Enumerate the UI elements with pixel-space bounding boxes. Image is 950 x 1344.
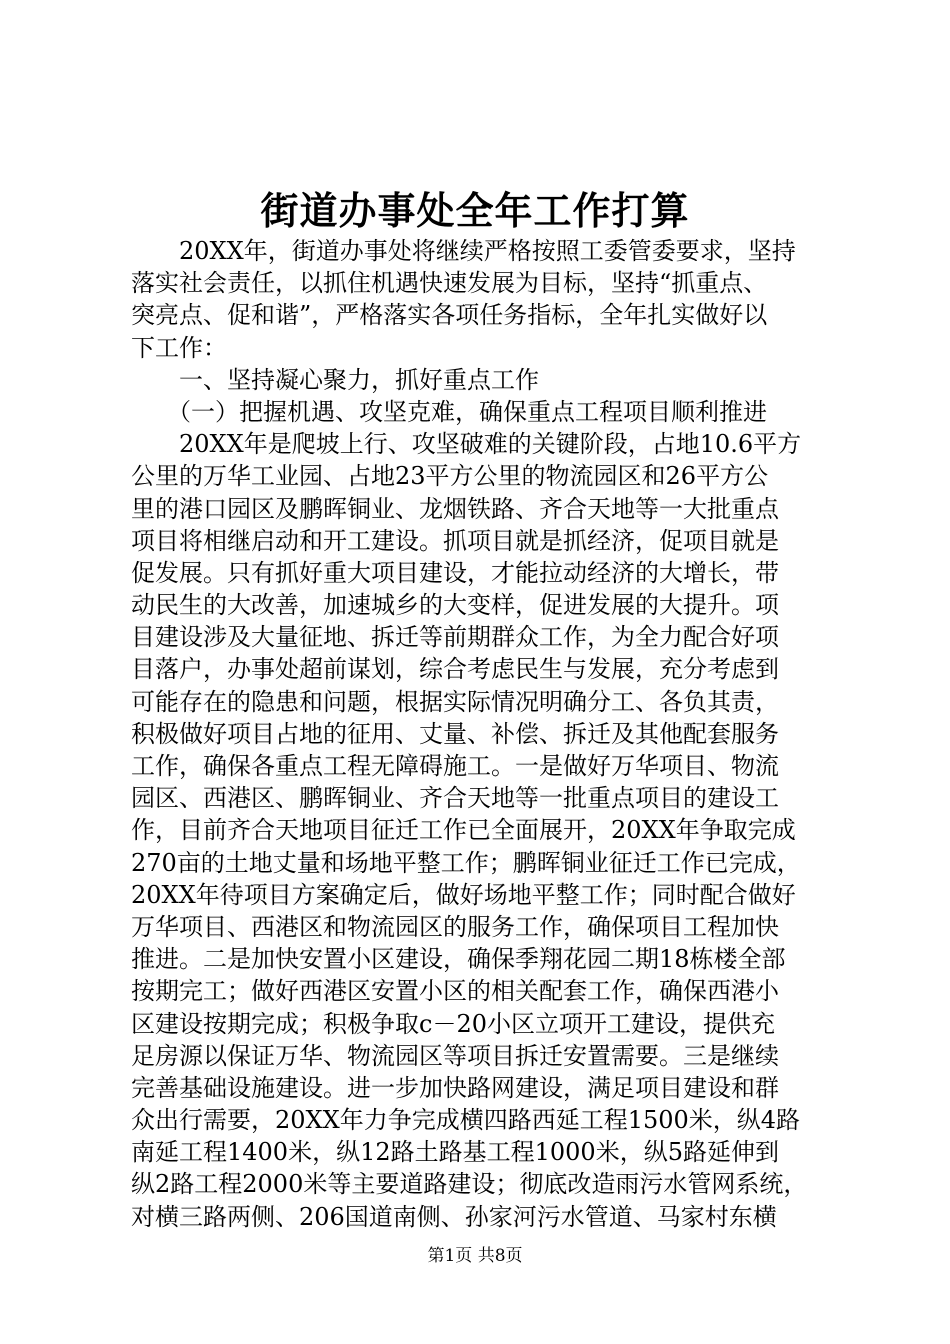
text-line: 按期完工；做好西港区安置小区的相关配套工作，确保西港小 (131, 977, 779, 1006)
text-line: 足房源以保证万华、物流园区等项目拆迁安置需要。三是继续 (131, 1041, 779, 1070)
text-line: 20XX年是爬坡上行、攻坚破难的关键阶段，占地10.6平方 (131, 430, 802, 459)
text-line: 完善基础设施建设。进一步加快路网建设，满足项目建设和群 (131, 1073, 779, 1102)
text-line: 里的港口园区及鹏晖铜业、龙烟铁路、齐合天地等一大批重点 (131, 494, 779, 523)
text-line: 公里的万华工业园、占地23平方公里的物流园区和26平方公 (131, 462, 769, 491)
section-heading: 一、坚持凝心聚力，抓好重点工作 (131, 365, 539, 394)
text-line: 区建设按期完成；积极争取c－20小区立项开工建设，提供充 (131, 1009, 775, 1038)
text-line: 众出行需要，20XX年力争完成横四路西延工程1500米，纵4路 (131, 1106, 801, 1135)
page-footer: 第1页 共8页 (427, 1246, 523, 1266)
text-line: 动民生的大改善，加速城乡的大变样，促进发展的大提升。项 (131, 591, 779, 620)
text-line: 推进。二是加快安置小区建设，确保季翔花园二期18栋楼全部 (131, 945, 786, 974)
text-line: 突亮点、促和谐”，严格落实各项任务指标，全年扎实做好以 (131, 301, 768, 330)
text-line: 落实社会责任，以抓住机遇快速发展为目标，坚持“抓重点、 (131, 269, 768, 298)
text-line: 20XX年待项目方案确定后，做好场地平整工作；同时配合做好 (131, 880, 796, 909)
text-line: 下工作： (131, 333, 227, 362)
text-line: 万华项目、西港区和物流园区的服务工作，确保项目工程加快 (131, 912, 779, 941)
document-title: 街道办事处全年工作打算 (260, 188, 690, 233)
text-line: 作，目前齐合天地项目征迁工作已全面展开，20XX年争取完成 (131, 816, 796, 845)
text-line: 积极做好项目占地的征用、丈量、补偿、拆迁及其他配套服务 (131, 719, 779, 748)
text-line: 工作，确保各重点工程无障碍施工。一是做好万华项目、物流 (131, 752, 779, 780)
text-line: 270亩的土地丈量和场地平整工作；鹏晖铜业征迁工作已完成， (131, 848, 801, 877)
text-line: 对横三路两侧、206国道南侧、孙家河污水管道、马家村东横 (131, 1202, 777, 1231)
text-line: 目落户，办事处超前谋划，综合考虑民生与发展，充分考虑到 (131, 655, 779, 684)
subsection-heading: （一）把握机遇、攻坚克难，确保重点工程项目顺利推进 (131, 397, 767, 426)
text-line: 南延工程1400米，纵12路土路基工程1000米，纵5路延伸到 (131, 1138, 779, 1167)
text-line: 20XX年，街道办事处将继续严格按照工委管委要求，坚持 (131, 237, 796, 265)
text-line: 促发展。只有抓好重大项目建设，才能拉动经济的大增长，带 (131, 558, 779, 587)
text-line: 纵2路工程2000米等主要道路建设；彻底改造雨污水管网系统， (131, 1170, 808, 1199)
text-line: 目建设涉及大量征地、拆迁等前期群众工作，为全力配合好项 (131, 623, 779, 652)
document-body (131, 235, 843, 1233)
text-line: 可能存在的隐患和问题，根据实际情况明确分工、各负其责， (131, 687, 779, 716)
text-line: 园区、西港区、鹏晖铜业、齐合天地等一批重点项目的建设工 (131, 784, 779, 813)
text-line: 项目将相继启动和开工建设。抓项目就是抓经济，促项目就是 (131, 526, 779, 555)
